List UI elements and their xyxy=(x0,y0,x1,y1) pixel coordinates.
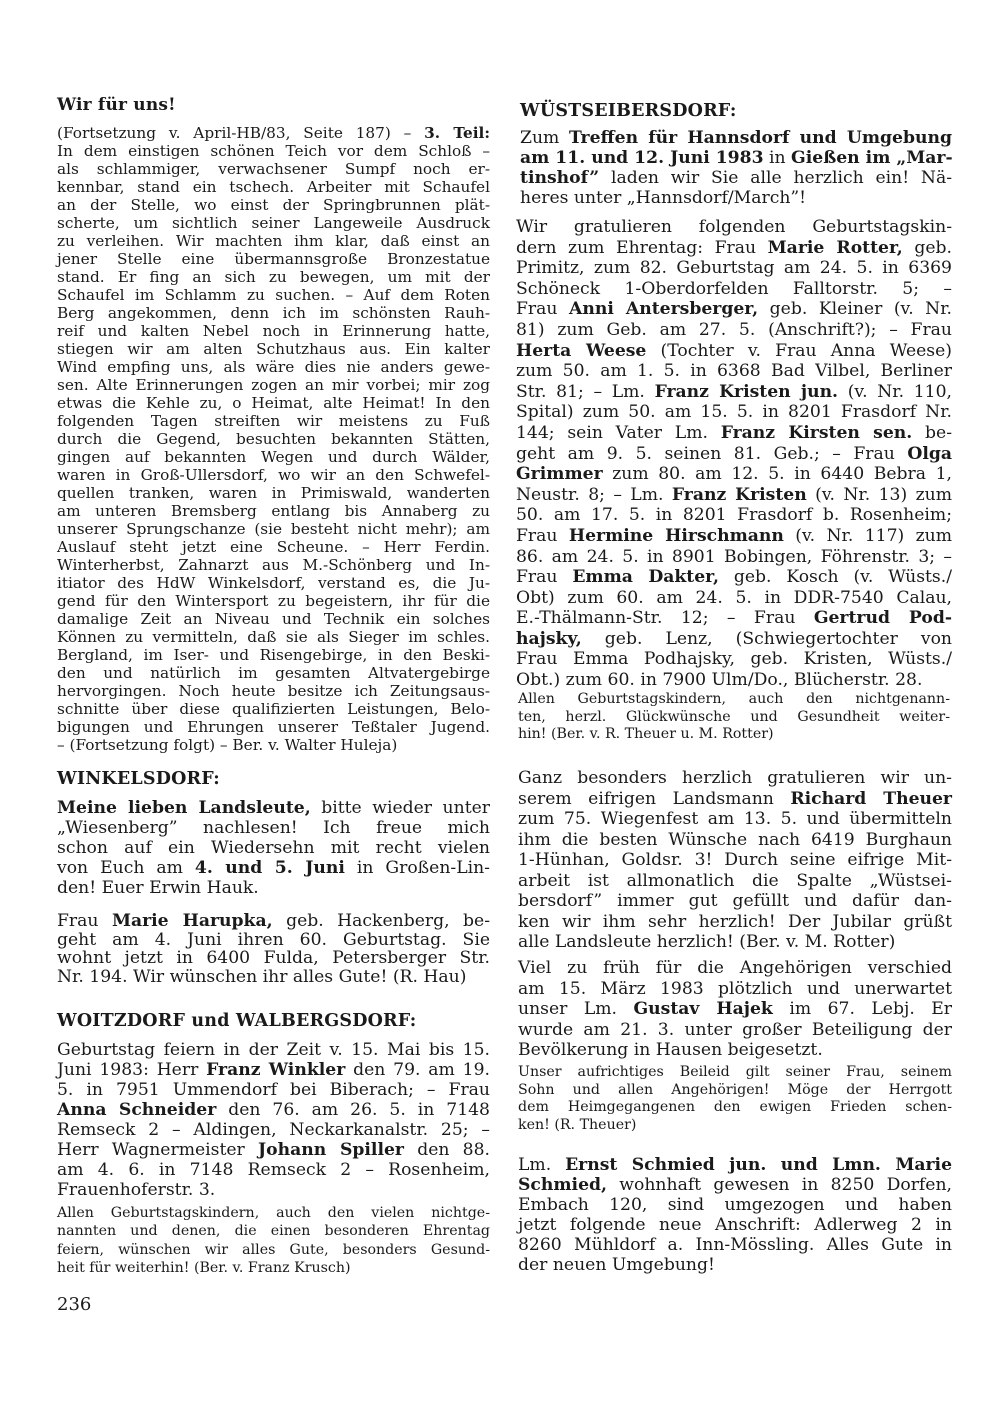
woitzdorf-wishes-paragraph xyxy=(57,1204,490,1277)
text-line xyxy=(518,1195,952,1215)
text: (Tochter v. Frau Anna Weese) xyxy=(646,340,953,361)
bold-text: Treffen für Hannsdorf und Umgebung xyxy=(569,128,952,148)
text-line xyxy=(57,798,490,818)
text: der neuen Umgebung! xyxy=(518,1255,715,1275)
bold-text: Franz Kristen xyxy=(671,484,807,505)
text-line xyxy=(516,629,952,650)
bold-text: Olga xyxy=(907,443,952,464)
text: gingen auf bekannten Wegen und durch Wälder, xyxy=(57,448,490,466)
text: ken! (R. Theuer) xyxy=(518,1116,637,1133)
text-line xyxy=(516,341,952,362)
text-line xyxy=(518,709,950,727)
text: als schlammiger, verwachsener Sumpf noch er- xyxy=(57,160,490,178)
bold-text: Meine lieben Landsleute, xyxy=(57,798,311,818)
text: Nr. 194. Wir wünschen ihr alles Gute! (R. Hau) xyxy=(57,966,467,987)
text-line xyxy=(57,1241,490,1259)
text: 81) zum Geb. am 27. 5. (Anschrift?); – Frau xyxy=(516,319,952,340)
text-line xyxy=(57,286,490,304)
text-line xyxy=(518,999,952,1020)
text-line xyxy=(57,878,490,898)
text: unserer Sprungschanze (sie besteht nicht mehr); am xyxy=(57,520,490,538)
text: laden wir Sie alle herzlich ein! Nä- xyxy=(599,168,952,188)
text-line xyxy=(518,726,950,744)
text: Geburtstag feiern in der Zeit v. 15. Mai bis 15. xyxy=(57,1040,490,1060)
text-line xyxy=(57,430,490,448)
text: – (Fortsetzung folgt) – Ber. v. Walter Huleja) xyxy=(57,736,398,754)
address-change-paragraph xyxy=(518,1155,952,1275)
text: Allen Geburtstagskindern, auch den nichtgenann- xyxy=(518,691,950,707)
text-line xyxy=(57,1180,490,1200)
bold-text: Anna Schneider xyxy=(57,1100,217,1120)
text: Schöneck 1-Oberdorfelden Falltorstr. 5; – xyxy=(516,278,952,299)
condolence-paragraph xyxy=(518,1064,952,1134)
text: zu verleihen. Wir machten ihm klar, daß einst an xyxy=(57,232,490,250)
text: (v. Nr. 117) zum xyxy=(783,525,953,546)
text: 144; sein Vater Lm. xyxy=(516,422,721,443)
text-line xyxy=(520,148,952,168)
richard-theuer-paragraph xyxy=(518,768,952,953)
text-line xyxy=(516,279,952,300)
text-line xyxy=(518,1235,952,1255)
text: wohnt jetzt in 6400 Fulda, Petersberger Str. xyxy=(57,948,490,968)
bold-text: Marie Harupka, xyxy=(111,911,273,931)
text: am 15. März 1983 plötzlich und unerwartet xyxy=(518,978,952,999)
text: Str. 81; – Lm. xyxy=(516,381,655,402)
text-line xyxy=(518,979,952,1000)
text-line xyxy=(518,1155,952,1175)
bold-text: Anni Antersberger, xyxy=(569,299,759,320)
text-line xyxy=(516,361,952,382)
text: Auslauf steht jetzt eine Scheune. – Herr Ferdin. xyxy=(57,538,490,556)
text-line xyxy=(516,258,952,279)
text-line xyxy=(57,520,490,538)
text-line xyxy=(57,1060,490,1080)
text-line xyxy=(57,1222,490,1240)
text: Obt.) zum 60. in 7900 Ulm/Do., Blücherstr. 28. xyxy=(516,670,923,691)
bold-text: Franz Kristen jun. xyxy=(654,381,839,402)
text-line xyxy=(57,160,490,178)
text: etwas die Kehle zu, o Heimat, alte Heimat! In den xyxy=(57,394,490,412)
text: Schaufel im Schlamm zu suchen. – Auf dem Roten xyxy=(57,286,490,304)
text: an der Stelle, wo einst der Springbrunnen plät- xyxy=(57,196,490,214)
text: unser Lm. xyxy=(518,999,634,1019)
text: Allen Geburtstagskindern, auch den vielen nichtge- xyxy=(57,1205,490,1221)
text-line xyxy=(57,484,490,502)
text: Embach 120, sind umgezogen und haben xyxy=(518,1195,952,1215)
text: Berg angekommen, denn ich im schönsten Rauh- xyxy=(57,304,490,322)
bold-text: Herta Weese xyxy=(516,340,647,361)
text: Obt) zum 60. am 24. 5. in DDR-7540 Calau, xyxy=(516,587,952,608)
bold-text: Ernst Schmied jun. und Lmn. Marie xyxy=(565,1155,952,1175)
text-line xyxy=(516,444,952,465)
text-line xyxy=(57,700,490,718)
text: Frauenhoferstr. 3. xyxy=(57,1180,216,1200)
text: geb. Lenz, (Schwiegertochter von xyxy=(581,628,952,649)
text: 5. in 7951 Ummendorf bei Biberach; – Frau xyxy=(57,1080,490,1100)
page-number: 236 xyxy=(57,1294,92,1315)
text: nannten und denen, die einen besonderen Ehrentag xyxy=(57,1223,490,1240)
text-line xyxy=(57,968,490,987)
text-line xyxy=(518,1175,952,1195)
text-line xyxy=(57,466,490,484)
bold-text: tinshof” xyxy=(520,168,600,188)
text: ihm die besten Wünsche nach 6419 Burghaun xyxy=(518,829,952,850)
text: alle Landsleute herzlich! (Ber. v. M. Rotter) xyxy=(518,932,896,952)
text: geb. Hackenberg, be- xyxy=(272,911,491,931)
text: sen. Alte Erinnerungen zogen an mir vorbei; mir zog xyxy=(57,376,490,394)
section-heading-woitzdorf: WOITZDORF und WALBERGSDORF: xyxy=(57,1011,417,1031)
text-line xyxy=(518,1040,952,1061)
text: geb. xyxy=(902,237,952,258)
text: Bevölkerung in Hausen beigesetzt. xyxy=(518,1040,823,1060)
bold-text: Franz Kirsten sen. xyxy=(720,422,913,443)
text: 50. am 17. 5. in 8201 Frasdorf b. Rosenheim; xyxy=(516,505,952,526)
text: In dem einstigen schönen Teich vor dem Schloß – xyxy=(57,142,490,160)
text: „Wiesenberg” nachlesen! Ich freue mich xyxy=(57,818,490,838)
text: Frau xyxy=(516,525,569,546)
text: Bergland, im Iser- und Risengebirge, in den Beski- xyxy=(57,646,490,664)
text: zum 50. am 1. 5. in 6368 Bad Vilbel, Berliner xyxy=(516,361,952,382)
text-line xyxy=(518,768,952,789)
text: Frau Emma Podhajsky, geb. Kristen, Wüsts./ xyxy=(516,649,952,670)
text: Wind empfing uns, als wäre dies nie anders gewe- xyxy=(57,358,490,376)
text-line xyxy=(57,556,490,574)
text: schon auf ein Wiedersehn mit recht vielen xyxy=(57,838,490,858)
bold-text: hajsky, xyxy=(516,628,582,649)
text: wurde am 21. 3. unter großer Beteiligung der xyxy=(518,1019,952,1040)
birthday-wishes-paragraph xyxy=(518,691,950,744)
text: Juni 1983: Herr xyxy=(57,1060,207,1080)
birthday-list-paragraph xyxy=(516,217,952,691)
text: jetzt folgende neue Anschrift: Adlerweg 2 in xyxy=(518,1215,952,1235)
text-line xyxy=(516,547,952,568)
text: 86. am 24. 5. in 8901 Bobingen, Föhrenstr. 3; – xyxy=(516,546,952,567)
bold-text: am 11. und 12. Juni 1983 xyxy=(520,148,764,168)
article-wir-fuer-uns-body xyxy=(57,124,490,754)
text: ten, herzl. Glückwünsche und Gesundheit weiter- xyxy=(518,708,950,725)
text: durch die Gegend, besuchten bekannten Stätten, xyxy=(57,430,490,448)
winkelsdorf-birthday-paragraph xyxy=(57,912,490,986)
winkelsdorf-greeting-paragraph xyxy=(57,798,490,898)
text: feiern, wünschen wir alles Gute, besonders Gesund- xyxy=(57,1241,490,1258)
text-line xyxy=(520,188,952,208)
text-line xyxy=(518,912,952,933)
text-line xyxy=(518,850,952,871)
text: E.-Thälmann-Str. 12; – Frau xyxy=(516,608,814,629)
text-line xyxy=(57,574,490,592)
text-line xyxy=(57,949,490,968)
bold-text: Schmied, xyxy=(518,1175,608,1195)
text: Frau xyxy=(57,911,112,931)
text: Viel zu früh für die Angehörigen verschied xyxy=(518,958,952,978)
text-line xyxy=(516,423,952,444)
text-line xyxy=(57,736,490,754)
text-line xyxy=(57,1204,490,1222)
text: den! Euer Erwin Hauk. xyxy=(57,878,259,898)
text: (v. Nr. 13) zum xyxy=(806,484,952,505)
text-line xyxy=(518,1064,952,1082)
text-line xyxy=(57,610,490,628)
text-line xyxy=(516,670,952,691)
text-line xyxy=(57,250,490,268)
text: heres unter „Hannsdorf/March”! xyxy=(520,188,807,208)
section-heading-winkelsdorf: WINKELSDORF: xyxy=(57,769,220,789)
text: geht am 9. 5. seinen 81. Geb.; – Frau xyxy=(516,443,908,464)
text: bitte wieder unter xyxy=(310,798,490,818)
section-heading-wuestseibersdorf: WÜSTSEIBERSDORF: xyxy=(520,101,737,121)
text-line xyxy=(57,394,490,412)
text: waren in Groß-Ullersdorf, wo wir an den Schwefel- xyxy=(57,466,490,484)
text-line xyxy=(518,958,952,979)
text-line xyxy=(518,891,952,912)
text-line xyxy=(57,818,490,838)
text: folgenden Tagen streiften wir meistens zu Fuß xyxy=(57,412,490,430)
text: den 79. am 19. xyxy=(345,1060,490,1080)
text: geb. Kleiner (v. Nr. xyxy=(758,299,953,320)
text: itiator des HdW Winkelsdorf, verstand es, die Ju- xyxy=(57,574,490,592)
text: am unteren Bremsberg entlang bis Annaberg zu xyxy=(57,502,490,520)
text: Lm. xyxy=(518,1155,566,1175)
text: Können zu vermitteln, daß sie als Sieger im schles. xyxy=(57,628,490,646)
text: be- xyxy=(912,422,952,443)
text: Zum xyxy=(520,128,569,148)
text-line xyxy=(57,412,490,430)
text: serem eifrigen Landsmann xyxy=(518,788,791,809)
text-line xyxy=(516,464,952,485)
text: im 67. Lebj. Er xyxy=(772,999,953,1019)
text-line xyxy=(518,809,952,830)
text-line xyxy=(57,1160,490,1180)
text: reif und kalten Nebel noch in Erinnerung hatte, xyxy=(57,322,490,340)
text: bersdorf” immer gut gefüllt und dafür dan- xyxy=(518,891,952,911)
woitzdorf-birthdays-paragraph xyxy=(57,1040,490,1200)
text: in Großen-Lin- xyxy=(344,858,490,878)
text-line xyxy=(57,912,490,931)
text-line xyxy=(57,646,490,664)
bold-text: Gießen im „Mar- xyxy=(791,148,953,168)
text-line xyxy=(57,124,490,142)
text: Frau xyxy=(516,567,573,588)
text-line xyxy=(518,830,952,851)
text: dem Heimgegangenen den ewigen Frieden schen- xyxy=(518,1099,952,1115)
bold-text: Richard Theuer xyxy=(790,788,952,809)
bold-text: Gertrud Pod- xyxy=(813,608,952,629)
text-line xyxy=(57,838,490,858)
text: Unser aufrichtiges Beileid gilt seiner Frau, seinem xyxy=(518,1064,952,1080)
text: scherte, um sichtlich seiner Langeweile Ausdruck xyxy=(57,214,490,232)
bold-text: Johann Spiller xyxy=(258,1140,404,1160)
text-line xyxy=(57,214,490,232)
text-line xyxy=(57,1080,490,1100)
bold-text: Emma Dakter, xyxy=(572,567,719,588)
text: stiegen wir am alten Schutzhaus aus. Ein kalter xyxy=(57,340,490,358)
text-line xyxy=(57,304,490,322)
bold-text: 3. Teil: xyxy=(424,124,490,142)
text-line xyxy=(57,196,490,214)
text-line xyxy=(518,1215,952,1235)
text-line xyxy=(57,142,490,160)
text-line xyxy=(57,1140,490,1160)
text-line xyxy=(57,858,490,878)
text: Spital) zum 50. am 15. 5. in 8201 Frasdorf Nr. xyxy=(516,402,952,423)
text: Winterherbst, Zahnarzt aus M.-Schönberg und In- xyxy=(57,556,490,574)
text: Remseck 2 – Aldingen, Neckarkanalstr. 25; – xyxy=(57,1120,490,1140)
text-line xyxy=(57,322,490,340)
text: arbeit ist allmonatlich die Spalte „Wüstsei- xyxy=(518,870,952,891)
text-line xyxy=(516,567,952,588)
meeting-announcement-paragraph xyxy=(520,128,952,208)
bold-text: Franz Winkler xyxy=(206,1060,346,1080)
text-line xyxy=(57,592,490,610)
text: in xyxy=(763,148,792,168)
text: damalige Zeit an Niveau und Technik ein solches xyxy=(57,610,490,628)
text-line xyxy=(57,178,490,196)
text: geht am 4. Juni ihren 60. Geburtstag. Sie xyxy=(57,929,490,950)
text-line xyxy=(57,268,490,286)
text: bigungen und Ehrungen unserer Teßtaler Jugend. xyxy=(57,718,490,736)
bold-text: Grimmer xyxy=(516,464,603,485)
text: Primitz, zum 82. Geburtstag am 24. 5. in 6369 xyxy=(516,258,952,279)
text-line xyxy=(516,382,952,403)
text-line xyxy=(518,1117,952,1135)
text-line xyxy=(57,718,490,736)
text-line xyxy=(518,1099,952,1117)
text: hin! (Ber. v. R. Theuer u. M. Rotter) xyxy=(518,726,774,742)
bold-text: Marie Rotter, xyxy=(767,237,903,258)
text: Herr Wagnermeister xyxy=(57,1140,258,1160)
text-line xyxy=(516,238,952,259)
text: ken wir ihm sehr herzlich! Der Jubilar grüßt xyxy=(518,911,952,932)
text: Sohn und allen Angehörigen! Möge der Herrgott xyxy=(518,1081,952,1098)
text: quellen tranken, waren in Primiswald, wanderten xyxy=(57,484,490,502)
text-line xyxy=(518,1020,952,1041)
text-line xyxy=(57,931,490,950)
article-heading-wir-fuer-uns: Wir für uns! xyxy=(57,95,176,115)
text: zum 75. Wiegenfest am 13. 5. und übermitteln xyxy=(518,809,952,829)
text-line xyxy=(57,538,490,556)
text: 1-Hünhan, Goldsr. 3! Durch seine eifrige Mit- xyxy=(518,850,952,870)
text: heit für weiterhin! (Ber. v. Franz Krusch) xyxy=(57,1259,351,1276)
text-line xyxy=(57,376,490,394)
text: hervorgingen. Noch heute besitze ich Zeitungsaus- xyxy=(57,682,490,700)
text-line xyxy=(516,485,952,506)
text-line xyxy=(57,1100,490,1120)
text-line xyxy=(518,789,952,810)
bold-text: Hermine Hirschmann xyxy=(568,525,784,546)
text: den 88. xyxy=(403,1140,491,1160)
text: jener Stelle eine übermannsgroße Bronzestatue xyxy=(57,250,490,268)
text: Wir gratulieren folgenden Geburtstagskin- xyxy=(516,217,952,237)
text-line xyxy=(57,358,490,376)
text-line xyxy=(516,649,952,670)
text: kennbar, stand ein tschech. Arbeiter mit Schaufel xyxy=(57,178,490,196)
text: (Fortsetzung v. April-HB/83, Seite 187) – xyxy=(57,124,425,142)
text: gend für den Wintersport zu begeistern, ihr für die xyxy=(57,592,490,610)
obituary-paragraph xyxy=(518,958,952,1061)
text-line xyxy=(57,1040,490,1060)
text: zum 80. am 12. 5. in 6440 Bebra 1, xyxy=(602,464,952,485)
text-line xyxy=(57,340,490,358)
text-line xyxy=(518,1082,952,1100)
text-line xyxy=(516,608,952,629)
text: den und natürlich im gesamten Altvatergebirge xyxy=(57,664,490,682)
text: geb. Kosch (v. Wüsts./ xyxy=(718,567,952,588)
text-line xyxy=(57,664,490,682)
text: dern zum Ehrentag: Frau xyxy=(516,237,768,258)
text-line xyxy=(516,588,952,609)
text: stand. Er fing an sich zu bewegen, um mit der xyxy=(57,268,490,286)
text: wohnhaft gewesen in 8250 Dorfen, xyxy=(607,1175,952,1195)
text: am 4. 6. in 7148 Remseck 2 – Rosenheim, xyxy=(57,1160,490,1180)
text-line xyxy=(57,448,490,466)
text-line xyxy=(518,871,952,892)
text-line xyxy=(516,320,952,341)
text-line xyxy=(57,1259,490,1277)
text: 8260 Mühldorf a. Inn-Mössling. Alles Gute in xyxy=(518,1235,952,1255)
text-line xyxy=(520,128,952,148)
text: (v. Nr. 110, xyxy=(838,381,952,402)
bold-text: 4. und 5. Juni xyxy=(194,858,345,878)
text: schnitte über diese qualifizierten Leistungen, Belo- xyxy=(57,700,490,718)
text-line xyxy=(518,691,950,709)
text-line xyxy=(518,932,952,953)
text-line xyxy=(57,628,490,646)
text: von Euch am xyxy=(57,858,195,878)
text-line xyxy=(518,1255,952,1275)
text: Ganz besonders herzlich gratulieren wir un- xyxy=(518,768,952,788)
text-line xyxy=(57,1120,490,1140)
text-line xyxy=(516,526,952,547)
bold-text: Gustav Hajek xyxy=(633,999,773,1019)
text-line xyxy=(520,168,952,188)
text-line xyxy=(57,502,490,520)
text: Neustr. 8; – Lm. xyxy=(516,484,672,505)
text-line xyxy=(57,682,490,700)
text-line xyxy=(57,232,490,250)
text-line xyxy=(516,217,952,238)
text: Frau xyxy=(516,299,569,320)
text-line xyxy=(516,299,952,320)
text: den 76. am 26. 5. in 7148 xyxy=(216,1100,490,1120)
text-line xyxy=(516,505,952,526)
text-line xyxy=(516,402,952,423)
